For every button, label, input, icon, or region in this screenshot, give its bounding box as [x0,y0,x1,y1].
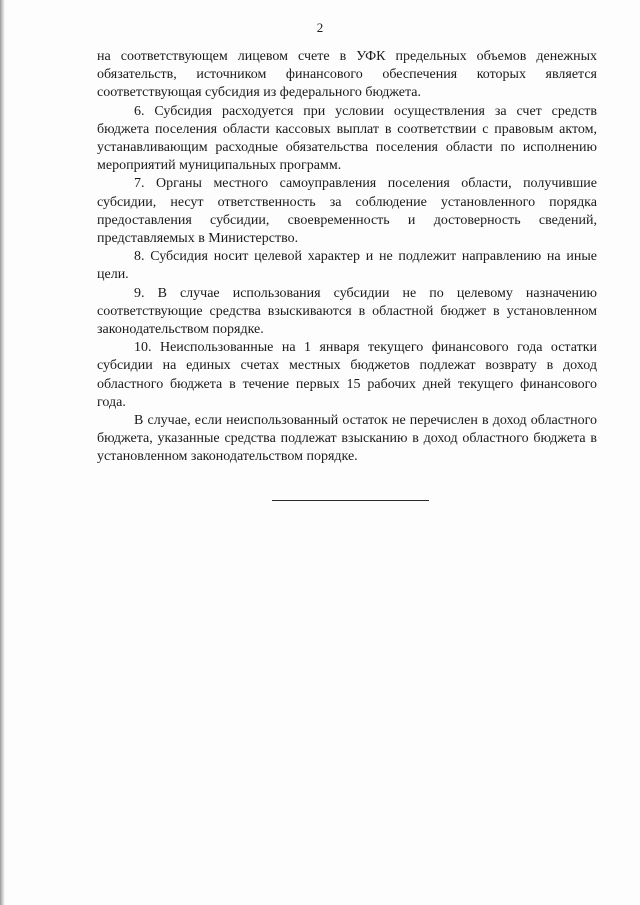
scan-shadow-edge [0,0,5,905]
document-body [97,48,597,467]
paragraph-item-10-continued: В случае, если неиспользованный остаток не перечислен в доход областного бюджета, указанные средства подлежат взысканию в доход областного бюджета в установленном законодательством порядке. [97,413,597,465]
paragraph-item-7: 7. Органы местного самоуправления поселения области, получившие субсидии, несут ответственность за соблюдение установленного порядка предоставления субсидии, своевременность и достоверность сведений, представляемых в Министерство. [97,176,597,247]
paragraph-continuation: на соответствующем лицевом счете в УФК предельных объемов денежных обязательств, источником финансового обеспечения которых является соответствующая субсидия из федерального бюджета. [97,49,597,101]
paragraph-item-8: 8. Субсидия носит целевой характер и не подлежит направлению на иные цели. [97,249,597,283]
paragraph-item-9: 9. В случае использования субсидии не по целевому назначению соответствующие средства взыскиваются в областной бюджет в установленном законодательством порядке. [97,285,597,338]
paragraph-item-10: 10. Неиспользованные на 1 января текущего финансового года остатки субсидии на единых счетах местных бюджетов подлежат возврату в доход областного бюджета в течение первых 15 рабочих дней текущего финансового года. [97,340,597,410]
page-number: 2 [316,20,324,35]
paragraph-item-6: 6. Субсидия расходуется при условии осуществления за счет средств бюджета поселения области кассовых выплат в соответствии с правовым актом, устанавливающим расходные обязательства поселения области по исполнению мероприятий муниципальных программ. [97,103,597,174]
end-of-document-line [272,500,429,501]
